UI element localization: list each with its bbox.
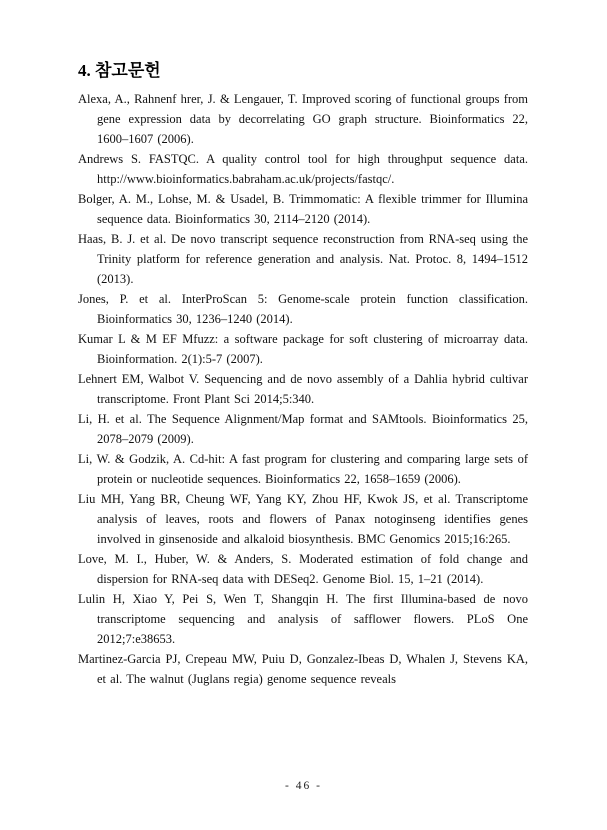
reference-item: Bolger, A. M., Lohse, M. & Usadel, B. Trimmomatic: A flexible trimmer for Illumina sequence data. Bioinformatics 30, 2114–2120 (2014). (78, 192, 528, 226)
reference-item: Li, W. & Godzik, A. Cd-hit: A fast program for clustering and comparing large sets of protein or nucleotide sequences. Bioinformatics 22, 1658–1659 (2006). (78, 452, 528, 486)
reference-item: Li, H. et al. The Sequence Alignment/Map format and SAMtools. Bioinformatics 25, 2078–2079 (2009). (78, 412, 528, 446)
reference-item: Alexa, A., Rahnenf hrer, J. & Lengauer, T. Improved scoring of functional groups from gene expression data by decorrelating GO graph structure. Bioinformatics 22, 1600–1607 (2006). (78, 92, 528, 146)
reference-item: Lulin H, Xiao Y, Pei S, Wen T, Shangqin H. The first Illumina-based de novo transcriptome sequencing and analysis of safflower flowers. PLoS One 2012;7:e38653. (78, 592, 528, 646)
reference-list (78, 89, 528, 689)
reference-item: Love, M. I., Huber, W. & Anders, S. Moderated estimation of fold change and dispersion for RNA-seq data with DESeq2. Genome Biol. 15, 1–21 (2014). (78, 552, 528, 586)
reference-item: Jones, P. et al. InterProScan 5: Genome-scale protein function classification. Bioinformatics 30, 1236–1240 (2014). (78, 292, 528, 326)
reference-item: Haas, B. J. et al. De novo transcript sequence reconstruction from RNA-seq using the Trinity platform for reference generation and analysis. Nat. Protoc. 8, 1494–1512 (2013). (78, 232, 528, 286)
reference-item: Andrews S. FASTQC. A quality control tool for high throughput sequence data. http://www.bioinformatics.babraham.ac.uk/projects/fastqc/. (78, 152, 528, 186)
reference-item: Lehnert EM, Walbot V. Sequencing and de novo assembly of a Dahlia hybrid cultivar transcriptome. Front Plant Sci 2014;5:340. (78, 372, 528, 406)
page-number: - 46 - (285, 780, 322, 792)
reference-item: Liu MH, Yang BR, Cheung WF, Yang KY, Zhou HF, Kwok JS, et al. Transcriptome analysis of leaves, roots and flowers of Panax notoginseng identifies genes involved in ginsenoside and alkaloid biosynthesis. BMC Genomics 2015;16:265. (78, 492, 528, 546)
reference-item: Kumar L & M EF Mfuzz: a software package for soft clustering of microarray data. Bioinformation. 2(1):5-7 (2007). (78, 332, 528, 366)
reference-item: Martinez-Garcia PJ, Crepeau MW, Puiu D, Gonzalez-Ibeas D, Whalen J, Stevens KA, et al. The walnut (Juglans regia) genome sequence reveals (78, 652, 528, 686)
references-section (78, 58, 528, 689)
section-title: 4. 참고문헌 (78, 61, 161, 80)
